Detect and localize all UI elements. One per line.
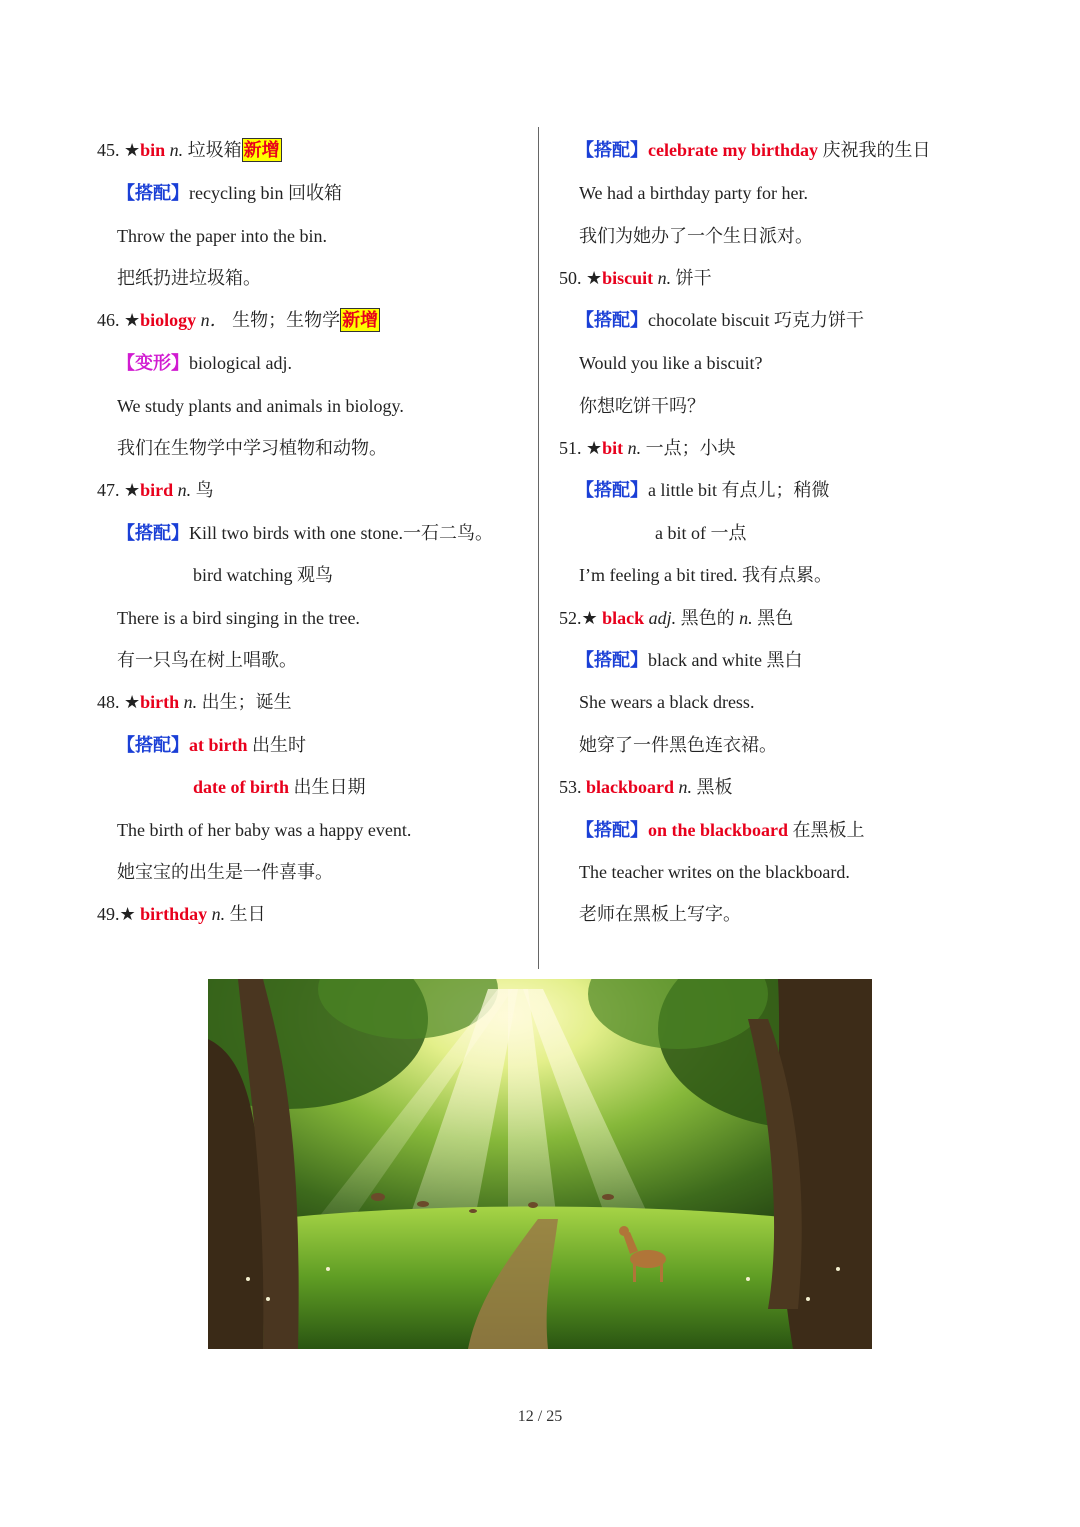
collocation-meaning: 出生时 [247,735,306,755]
entry-51-collocation-2: a bit of 一点 [655,523,747,543]
headword: bird [140,480,174,500]
collocation-phrase: celebrate my birthday [648,140,818,160]
entry-49-head [97,902,266,926]
part-of-speech: n. [177,480,192,500]
collocation-tag: 【搭配】 [117,735,189,755]
collocation-phrase: at birth [189,735,248,755]
entry-46-example-zh: 我们在生物学中学习植物和动物。 [117,438,387,458]
meaning: 饼干 [675,268,712,288]
entry-48-head [97,690,292,714]
collocation-text: a little bit 有点儿；稍微 [648,480,830,500]
entry-number: 45. [97,140,120,160]
collocation-text: black and white 黑白 [648,650,803,670]
new-badge: 新增 [243,140,280,160]
entry-49-example-en: We had a birthday party for her. [579,183,808,203]
entry-51-example: I’m feeling a bit tired. 我有点累。 [579,565,832,585]
meaning: 鸟 [195,480,214,500]
entry-53-collocation [576,818,865,842]
column-divider [538,127,539,969]
collocation-tag: 【搭配】 [117,523,189,543]
meaning: 一点；小块 [645,438,736,458]
entry-47-example-zh: 有一只鸟在树上唱歌。 [117,650,297,670]
entry-49-example-zh: 我们为她办了一个生日派对。 [579,226,813,246]
headword: biology [140,310,197,330]
entry-number: 51. [559,438,582,458]
entry-number: 53. [559,777,582,797]
entry-46-example-en: We study plants and animals in biology. [117,396,404,416]
entry-53-example-zh: 老师在黑板上写字。 [579,904,741,924]
part-of-speech: n. [211,904,226,924]
collocation-phrase: date of birth [193,777,289,797]
star-icon: ★ [586,438,603,458]
entry-47-collocation-2: bird watching 观鸟 [193,565,333,585]
star-icon: ★ [124,140,141,160]
collocation-tag: 【搭配】 [576,480,648,500]
star-icon: ★ [124,310,141,330]
entry-52-example-zh: 她穿了一件黑色连衣裙。 [579,735,777,755]
headword: birthday [140,904,208,924]
collocation-meaning: 出生日期 [289,777,366,797]
meaning: 黑色的 [680,608,735,628]
entry-53-head [559,775,733,799]
entry-45-head [97,138,282,162]
entry-50-example-en: Would you like a biscuit? [579,353,763,373]
entry-45-example-en: Throw the paper into the bin. [117,226,327,246]
entry-48-collocation [117,733,306,757]
part-of-speech: adj. [648,608,677,628]
headword: blackboard [586,777,675,797]
collocation-tag: 【搭配】 [576,140,648,160]
entry-number: 49.★ [97,904,136,924]
entry-51-head [559,436,736,460]
headword: black [602,608,645,628]
part-of-speech: n. [169,140,184,160]
variation-text: biological adj. [189,353,292,373]
entry-45-collocation [117,181,342,205]
collocation-text: Kill two birds with one stone.一石二鸟。 [189,523,493,543]
entry-50-head [559,266,712,290]
star-icon: ★ [124,480,141,500]
entry-number: 46. [97,310,120,330]
collocation-meaning: 庆祝我的生日 [817,140,931,160]
headword: birth [140,692,180,712]
meaning: 黑板 [696,777,733,797]
entry-50-example-zh: 你想吃饼干吗？ [579,396,705,416]
entry-number: 48. [97,692,120,712]
entry-53-example-en: The teacher writes on the blackboard. [579,862,850,882]
part-of-speech: n. [627,438,642,458]
entry-52-head [559,606,793,630]
entry-46-variation [117,351,292,375]
collocation-text: chocolate biscuit 巧克力饼干 [648,310,864,330]
star-icon: ★ [124,692,141,712]
entry-51-collocation [576,478,830,502]
part-of-speech: n． [200,310,228,330]
part-of-speech: n. [678,777,693,797]
new-badge: 新增 [342,310,379,330]
collocation-tag: 【搭配】 [576,820,648,840]
collocation-phrase: on the blackboard [648,820,789,840]
meaning: 出生；诞生 [201,692,292,712]
collocation-tag: 【搭配】 [576,650,648,670]
entry-48-example-zh: 她宝宝的出生是一件喜事。 [117,862,333,882]
meaning: 垃圾箱 [187,140,242,160]
forest-illustration [208,979,872,1349]
page-number: 12 / 25 [517,1408,563,1425]
entry-52-collocation [576,648,802,672]
headword: biscuit [602,268,654,288]
collocation-meaning: 在黑板上 [788,820,865,840]
meaning: 生日 [229,904,266,924]
part-of-speech: n. [657,268,672,288]
collocation-text: recycling bin 回收箱 [189,183,342,203]
variation-tag: 【变形】 [117,353,189,373]
headword: bin [140,140,166,160]
entry-number: 50. [559,268,582,288]
entry-45-example-zh: 把纸扔进垃圾箱。 [117,268,261,288]
entry-52-example-en: She wears a black dress. [579,692,755,712]
entry-49-collocation [576,138,930,162]
meaning-2: 黑色 [757,608,794,628]
meaning: 生物；生物学 [232,310,341,330]
collocation-tag: 【搭配】 [117,183,189,203]
part-of-speech-2: n. [739,608,753,628]
entry-number: 47. [97,480,120,500]
headword: bit [602,438,624,458]
entry-50-collocation [576,308,864,332]
entry-47-example-en: There is a bird singing in the tree. [117,608,360,628]
part-of-speech: n. [183,692,198,712]
entry-47-head [97,478,214,502]
star-icon: ★ [586,268,603,288]
entry-48-collocation-2 [193,775,366,799]
entry-48-example-en: The birth of her baby was a happy event. [117,820,412,840]
entry-number: 52.★ [559,608,598,628]
entry-46-head [97,308,380,332]
entry-47-collocation [117,521,493,545]
collocation-tag: 【搭配】 [576,310,648,330]
